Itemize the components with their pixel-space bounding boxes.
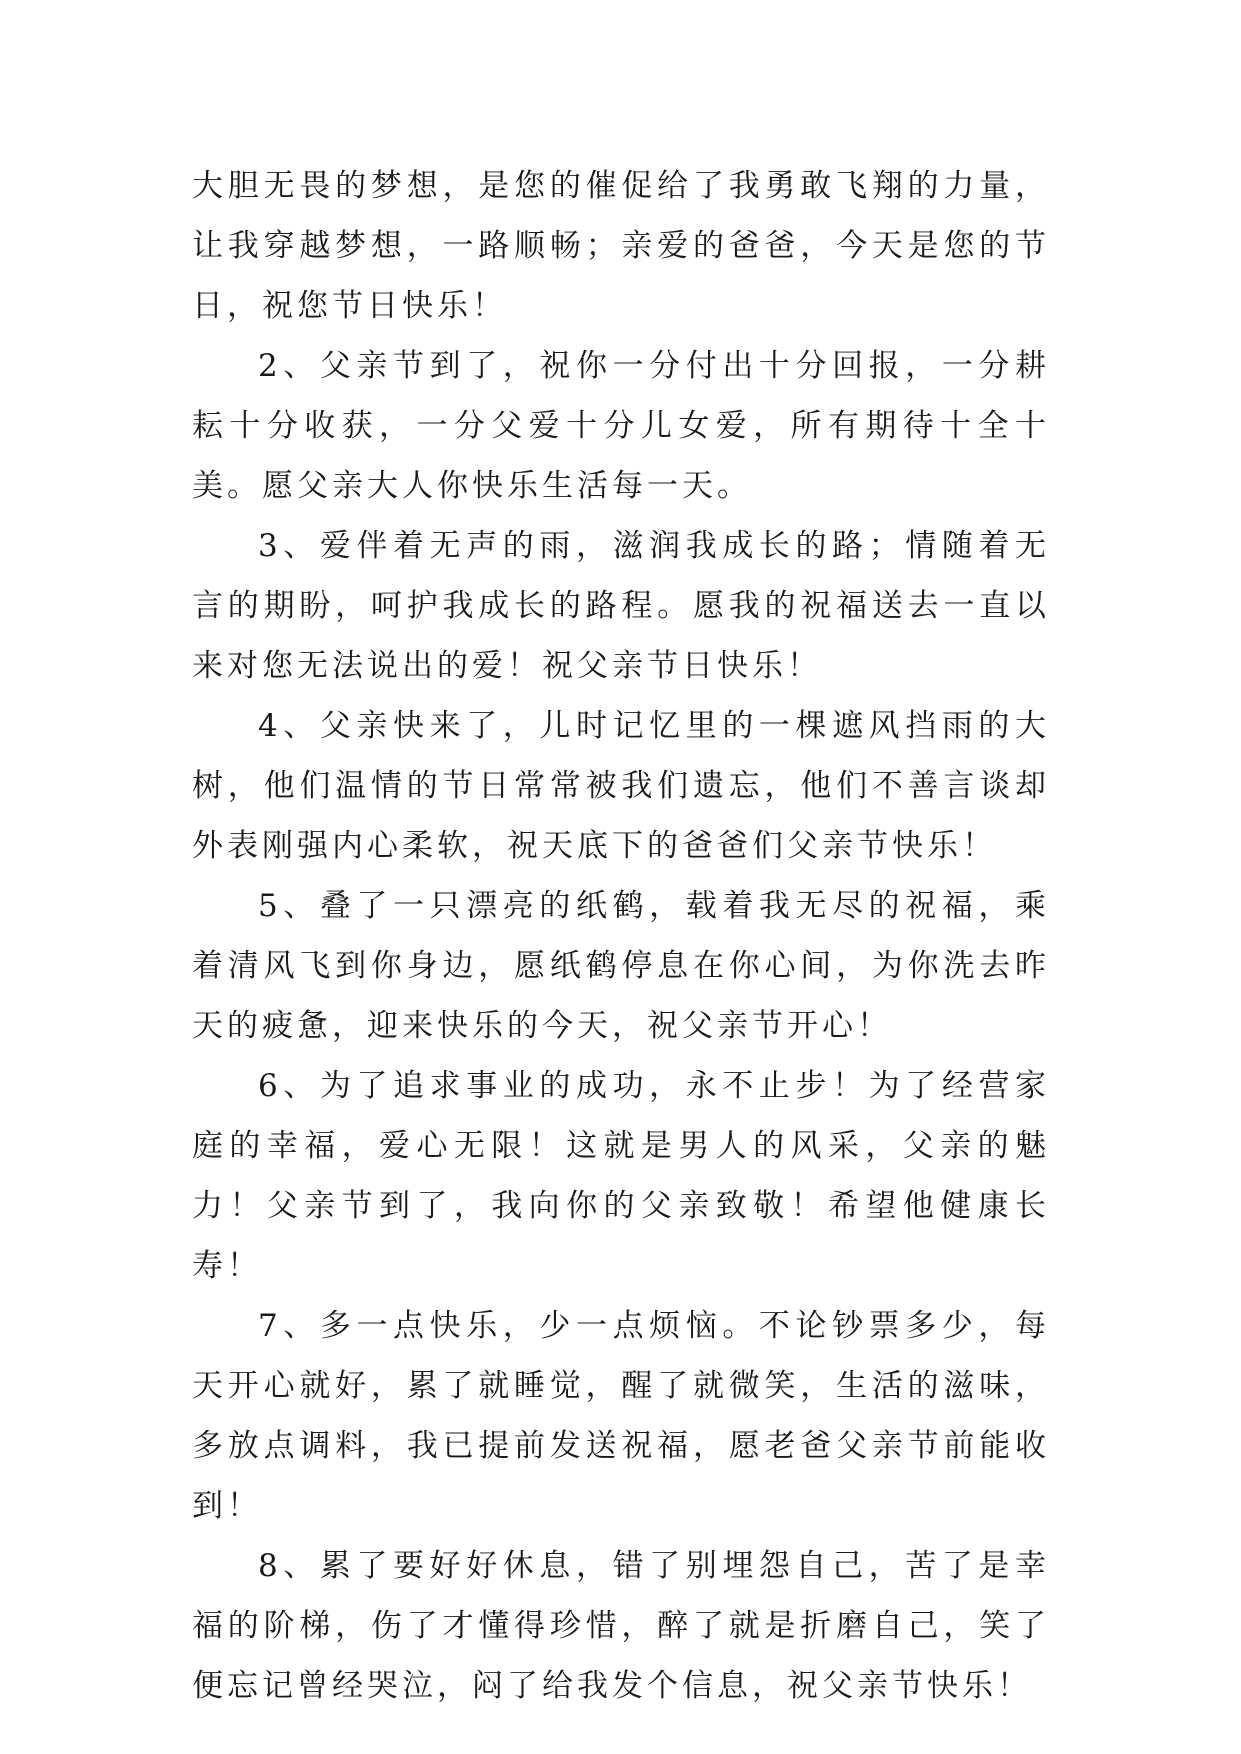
paragraph-item-4: 4、父亲快来了，儿时记忆里的一棵遮风挡雨的大树，他们温情的节日常常被我们遗忘，他们不善言谈却外表刚强内心柔软，祝天底下的爸爸们父亲节快乐！ (192, 708, 1050, 864)
paragraph-item-5: 5、叠了一只漂亮的纸鹤，载着我无尽的祝福，乘着清风飞到你身边，愿纸鹤停息在你心间，为你洗去昨天的疲惫，迎来快乐的今天，祝父亲节开心！ (192, 888, 1050, 1044)
paragraph-continued-intro: 大胆无畏的梦想，是您的催促给了我勇敢飞翔的力量，让我穿越梦想，一路顺畅；亲爱的爸爸，今天是您的节日，祝您节日快乐！ (192, 168, 1050, 324)
paragraph-item-2: 2、父亲节到了，祝你一分付出十分回报，一分耕耘十分收获，一分父爱十分儿女爱，所有期待十全十美。愿父亲大人你快乐生活每一天。 (192, 348, 1050, 504)
paragraph-item-6: 6、为了追求事业的成功，永不止步！为了经营家庭的幸福，爱心无限！这就是男人的风采，父亲的魅力！父亲节到了，我向你的父亲致敬！希望他健康长寿！ (192, 1068, 1050, 1284)
paragraph-item-7: 7、多一点快乐，少一点烦恼。不论钞票多少，每天开心就好，累了就睡觉，醒了就微笑，生活的滋味，多放点调料，我已提前发送祝福，愿老爸父亲节前能收到！ (192, 1308, 1050, 1524)
paragraph-item-3: 3、爱伴着无声的雨，滋润我成长的路；情随着无言的期盼，呵护我成长的路程。愿我的祝福送去一直以来对您无法说出的爱！祝父亲节日快乐！ (192, 528, 1050, 684)
document-page (192, 156, 1050, 1716)
paragraph-item-8: 8、累了要好好休息，错了别埋怨自己，苦了是幸福的阶梯，伤了才懂得珍惜，醉了就是折磨自己，笑了便忘记曾经哭泣，闷了给我发个信息，祝父亲节快乐！ (192, 1548, 1050, 1704)
